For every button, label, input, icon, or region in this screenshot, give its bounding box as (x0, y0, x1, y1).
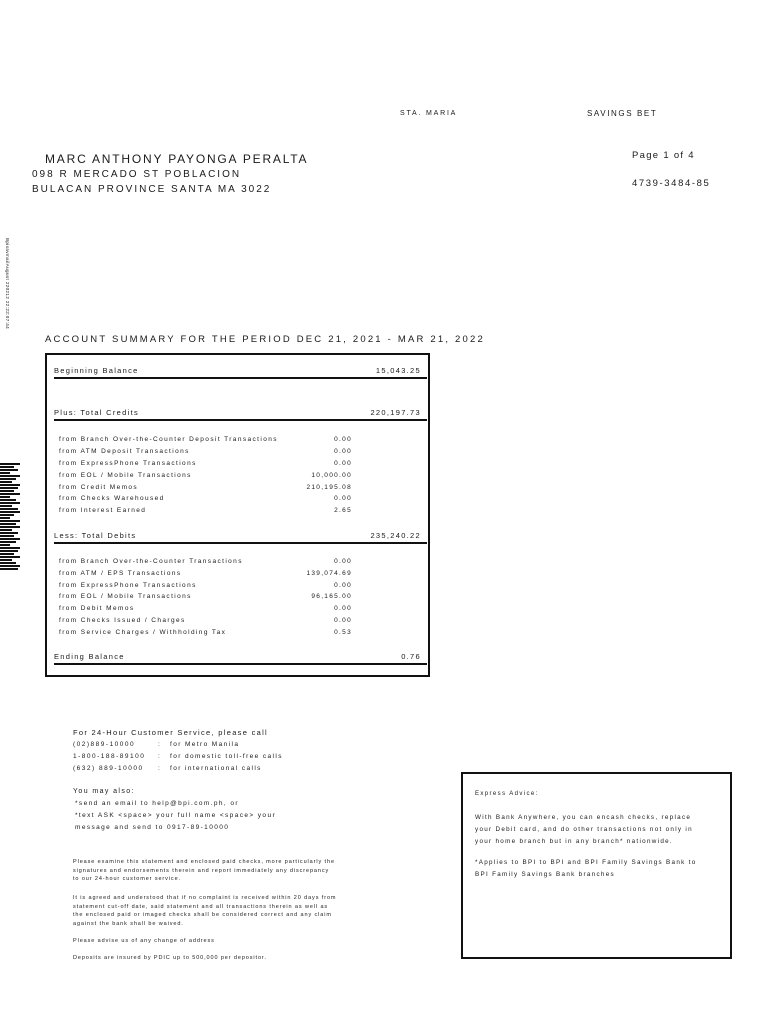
customer-name: MARC ANTHONY PAYONGA PERALTA (45, 152, 309, 166)
advice-line: *Applies to BPI to BPI and BPI Family Savings Bank to (475, 859, 697, 866)
barcode-bar (0, 541, 16, 543)
barcode-bar (0, 496, 10, 498)
hotline-description: for domestic toll-free calls (170, 753, 283, 760)
barcode-bar (0, 478, 16, 480)
credit-item-amount: 0.00 (334, 460, 352, 467)
total-debits-amount: 235,240.22 (370, 531, 421, 540)
debit-item-amount: 139,074.69 (306, 570, 352, 577)
contact-option: message and send to 0917-89-10000 (75, 824, 230, 831)
barcode-bar (0, 562, 16, 564)
barcode-bar (0, 481, 12, 483)
barcode-bar (0, 517, 10, 519)
barcode-bar (0, 538, 20, 540)
divider (54, 377, 427, 379)
divider (54, 542, 427, 544)
barcode-bar (0, 487, 18, 489)
credit-item-amount: 0.00 (334, 436, 352, 443)
hotline-description: for international calls (170, 765, 262, 772)
address-line-1: 098 R MERCADO ST POBLACION (32, 169, 242, 180)
express-advice-title: Express Advice: (475, 791, 539, 797)
credit-item-label: from Checks Warehoused (59, 495, 165, 502)
credit-item-label: from EOL / Mobile Transactions (59, 472, 192, 479)
divider (54, 663, 427, 665)
barcode-bar (0, 520, 20, 522)
address-line-2: BULACAN PROVINCE SANTA MA 3022 (32, 184, 272, 195)
barcode-bar (0, 475, 20, 477)
notice-line: It is agreed and understood that if no complaint is received within 20 days from (73, 895, 337, 901)
branch-name: STA. MARIA (400, 110, 458, 117)
ending-balance-amount: 0.76 (401, 652, 421, 661)
credit-item-amount: 0.00 (334, 448, 352, 455)
debit-item-label: from Debit Memos (59, 605, 135, 612)
advice-line: With Bank Anywhere, you can encash checks, replace (475, 814, 692, 821)
agreement-notice (73, 894, 345, 928)
ending-balance-label: Ending Balance (54, 652, 125, 661)
barcode-bar (0, 568, 18, 570)
barcode-bar (0, 511, 20, 513)
barcode-bar (0, 514, 14, 516)
barcode-bar (0, 547, 20, 549)
debit-item-amount: 0.00 (334, 605, 352, 612)
notice-line: to our 24-hour customer service. (73, 876, 181, 882)
barcode-bar (0, 544, 10, 546)
separator: : (158, 753, 160, 760)
barcode-bar (0, 469, 18, 471)
advice-line: your home branch but in any branch* nationwide. (475, 838, 673, 845)
beginning-balance-amount: 15,043.25 (375, 366, 421, 375)
barcode-bar (0, 502, 20, 504)
credit-item-amount: 10,000.00 (311, 472, 352, 479)
express-advice-box (461, 772, 732, 959)
credit-item-label: from Interest Earned (59, 507, 147, 514)
separator: : (158, 741, 160, 748)
barcode-bar (0, 466, 14, 468)
barcode-bar (0, 559, 12, 561)
notice-line: Please examine this statement and enclosed paid checks, more particularly the (73, 859, 335, 865)
total-credits-amount: 220,197.73 (370, 408, 421, 417)
barcode-graphic (0, 463, 20, 573)
contact-option: *send an email to help@bpi.com.ph, or (75, 800, 239, 807)
credit-item-amount: 2.65 (334, 507, 352, 514)
barcode-bar (0, 463, 20, 465)
credit-item-label: from ATM Deposit Transactions (59, 448, 190, 455)
debit-item-amount: 0.00 (334, 617, 352, 624)
side-print-code: BpisavmailAugust 220212 22:22:07:44 (5, 238, 10, 330)
debit-item-label: from ATM / EPS Transactions (59, 570, 182, 577)
credit-item-label: from Branch Over-the-Counter Deposit Transactions (59, 436, 278, 443)
barcode-bar (0, 505, 12, 507)
debit-item-label: from ExpressPhone Transactions (59, 582, 197, 589)
summary-title: ACCOUNT SUMMARY FOR THE PERIOD DEC 21, 2021 - MAR 21, 2022 (45, 334, 485, 345)
account-type: SAVINGS BET (587, 109, 658, 118)
separator: : (158, 765, 160, 772)
debit-item-label: from EOL / Mobile Transactions (59, 593, 192, 600)
account-summary-box (45, 353, 430, 677)
contact-option: *text ASK <space> your full name <space> your (75, 812, 277, 819)
barcode-bar (0, 508, 18, 510)
debit-item-amount: 0.00 (334, 558, 352, 565)
advice-line: your Debit card, and do other transactions not only in (475, 826, 693, 833)
credit-item-label: from ExpressPhone Transactions (59, 460, 197, 467)
notice-line: signatures and endorsements therein and report immediately any discrepancy (73, 867, 330, 874)
hotline-number: (632) 889-10000 (73, 765, 144, 772)
barcode-bar (0, 532, 18, 534)
account-number: 4739-3484-85 (632, 178, 711, 189)
barcode-bar (0, 556, 20, 558)
debit-item-amount: 0.53 (334, 629, 352, 636)
notice-line: the enclosed paid or imaged checks shall be considered correct and any claim (73, 912, 332, 918)
barcode-bar (0, 490, 14, 492)
barcode-bar (0, 553, 14, 555)
barcode-bar (0, 550, 18, 552)
pdic-notice: Deposits are insured by PDIC up to 500,000 per depositor. (73, 955, 267, 961)
barcode-bar (0, 493, 20, 495)
debit-item-amount: 96,165.00 (311, 593, 352, 600)
examine-notice (73, 858, 345, 884)
barcode-bar (0, 529, 12, 531)
notice-line: statement cut-off date, said statement and all transactions therein as well as (73, 903, 329, 910)
beginning-balance-label: Beginning Balance (54, 366, 139, 375)
barcode-bar (0, 535, 14, 537)
express-advice-footnote (475, 857, 723, 881)
debit-item-amount: 0.00 (334, 582, 352, 589)
hotline-number: (02)889-10000 (73, 741, 136, 748)
may-also-label: You may also: (73, 788, 135, 795)
hotline-number: 1-800-188-89100 (73, 753, 146, 760)
credit-item-label: from Credit Memos (59, 484, 139, 491)
barcode-bar (0, 499, 16, 501)
divider (54, 419, 427, 421)
customer-service-title: For 24-Hour Customer Service, please call (73, 728, 269, 737)
debit-item-label: from Checks Issued / Charges (59, 617, 186, 624)
credit-item-amount: 210,195.08 (306, 484, 352, 491)
address-change-notice: Please advise us of any change of address (73, 938, 215, 944)
express-advice-paragraph (475, 812, 723, 848)
hotline-description: for Metro Manila (170, 741, 240, 748)
barcode-bar (0, 472, 10, 474)
advice-line: BPI Family Savings Bank branches (475, 871, 615, 878)
barcode-bar (0, 484, 20, 486)
barcode-bar (0, 565, 20, 567)
page-number: Page 1 of 4 (632, 150, 695, 161)
barcode-bar (0, 523, 16, 525)
notice-line: against the bank shall be waived. (73, 920, 184, 927)
total-credits-label: Plus: Total Credits (54, 408, 140, 417)
debit-item-label: from Branch Over-the-Counter Transactions (59, 558, 243, 565)
credit-item-amount: 0.00 (334, 495, 352, 502)
barcode-bar (0, 526, 20, 528)
total-debits-label: Less: Total Debits (54, 531, 137, 540)
debit-item-label: from Service Charges / Withholding Tax (59, 629, 227, 636)
